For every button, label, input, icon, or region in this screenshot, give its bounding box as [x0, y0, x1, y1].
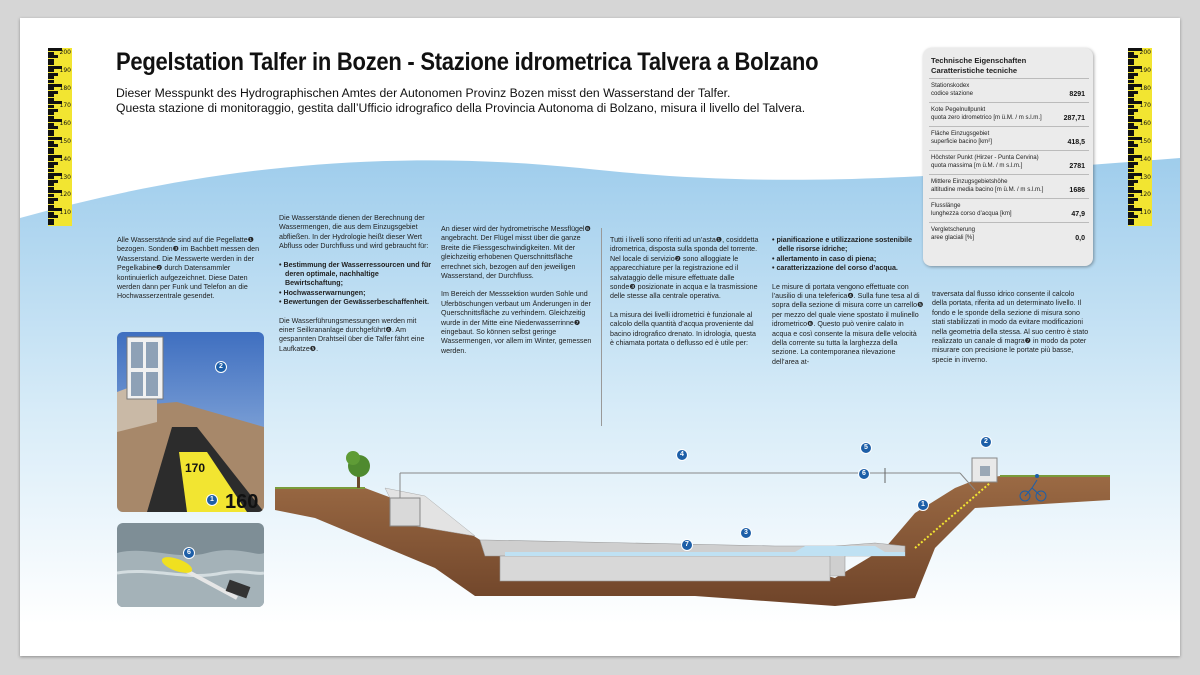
ruler-tick: [1128, 215, 1138, 218]
tech-row: [929, 198, 1089, 223]
ruler-tick: [1128, 123, 1134, 126]
ruler-tick: [1128, 176, 1134, 179]
ruler-tick: [48, 87, 54, 90]
ruler-tick: [48, 59, 54, 62]
ruler-tick: [48, 215, 58, 218]
ruler-label: 170: [59, 102, 71, 110]
ruler-tick: [1128, 112, 1134, 115]
paragraph: Le misure di portata vengono effettuate con l’ausilio di una teleferica❹. Sulla fune tesa al di sopra della sezione di misura corre un carrello❺ per mezzo del quale viene spostato il mulinello idrometrico❻. Questo può venire calato in acqua e così consente la misura delle velocità della corrente su tutta la larghezza della sezione. La contemporanea rilevazione dell’area at-: [772, 282, 924, 366]
ruler-tick: [1128, 98, 1134, 101]
ruler-tick: [1128, 116, 1134, 119]
badge-3: 3: [740, 527, 752, 539]
ruler-tick: [48, 98, 54, 101]
badge-2: 2: [980, 436, 992, 448]
ruler-label: 200: [59, 49, 71, 56]
badge-7: 7: [681, 539, 693, 551]
ruler-label: 130: [59, 173, 71, 181]
list-item: • caratterizzazione del corso d’acqua.: [772, 264, 898, 273]
text-column-5: [772, 236, 924, 376]
tech-label-de: Mittlere Einzugsgebietshöhe: [931, 178, 1008, 185]
badge-5: 5: [860, 442, 872, 454]
photo-gauge-label: 160: [225, 491, 259, 512]
ruler-tick: [1128, 169, 1134, 172]
ruler-label: 120: [59, 191, 71, 199]
ruler-label: 110: [59, 209, 71, 217]
ruler-label: 190: [1139, 66, 1151, 74]
tech-value: 47,9: [1071, 211, 1085, 218]
ruler-label: 150: [59, 138, 71, 145]
tech-row: [929, 150, 1089, 175]
tech-row: [929, 78, 1089, 103]
tech-label-it: quota massima [m ü.M. / m s.l.m.]: [931, 162, 1023, 170]
photo-gauge-staff: [117, 332, 264, 512]
paragraph: Alle Wasserstände sind auf die Pegellatte❶ bezogen. Sonden❸ im Bachbett messen den Wasserstand. Die Messwerte werden in der Pegelkabine❷ durch Datensammler kontinuierlich aufgezeichnet. Diese Daten werden dann per Funk und Telefon an die Hochwasserzentrale gesendet.: [117, 236, 260, 301]
paragraph: Die Wasserstände dienen der Berechnung der Wassermengen, die aus dem Einzugsgebiet abfließen. In der Hydrologie heißt dieser Wert Abfluss oder Durchfluss und wird gebraucht für:: [279, 214, 429, 251]
paragraph: Im Bereich der Messsektion wurden Sohle und Uferböschungen verbaut um Änderungen in der Querschnittsfläche zu verhindern. Gleichzeitig wurde in der Mitte eine Niederwasserrinne❼ eingebaut. So können selbst geringe Wassermengen, vor allem im Winter, gemessen werden.: [441, 290, 592, 355]
tech-row: [929, 222, 1089, 247]
tech-header: [931, 56, 1026, 75]
badge-6: 6: [183, 547, 195, 559]
ruler-tick: [48, 91, 58, 94]
list-item: • Bestimmung der Wasserressourcen und für deren optimale, nachhaltige Bewirtschaftung;: [279, 260, 432, 288]
ruler-tick: [48, 52, 54, 55]
tech-label-de: Flusslänge: [931, 202, 961, 209]
badge-6: 6: [858, 468, 870, 480]
ruler-tick: [1128, 148, 1134, 151]
ruler-label: 110: [1139, 209, 1151, 217]
tech-label-it: superficie bacino [km²]: [931, 138, 992, 146]
ruler-tick: [1128, 141, 1134, 144]
ruler-tick: [48, 144, 58, 147]
text-column-2: [279, 214, 431, 363]
paragraph: Die Wasserführungsmessungen werden mit einer Seilkrananlage durchgeführt❹. Am gespannten Drahtseil über die Talfer fährt eine Laufkatze❺.: [279, 316, 425, 353]
paragraph: Tutti i livelli sono riferiti ad un’asta❶, cosiddetta idrometrica, disposta sulla sponda del torrente. Nel locale di servizio❷ sono alloggiate le apparecchiature per la registrazione ed il salvataggio delle misure effettuate dalle sonde❸ posizionate in acqua e la trasmissione delle stesse alla centrale operativa.: [610, 236, 759, 301]
ruler-tick: [1128, 151, 1134, 154]
badge-1: 1: [917, 499, 929, 511]
tech-label-it: quota zero idrometrico [m ü.M. / m s.l.m.]: [931, 114, 1042, 122]
tech-row: [929, 102, 1089, 127]
ruler-tick: [1128, 183, 1134, 186]
ruler-tick: [1128, 144, 1138, 147]
ruler-tick: [1128, 187, 1134, 190]
ruler-tick: [1128, 194, 1134, 197]
tech-header-de: Technische Eigenschaften: [931, 56, 1027, 65]
ruler-label: 140: [59, 155, 71, 163]
tech-label-it: altitudine media bacino [m ü.M. / m s.l.m.]: [931, 186, 1044, 194]
ruler-tick: [48, 151, 54, 154]
ruler-tick: [1128, 201, 1134, 204]
cableway-anchor-block: [390, 498, 420, 526]
ruler-tick: [48, 123, 54, 126]
badge-2: 2: [215, 361, 227, 373]
tech-value: 8291: [1069, 91, 1085, 98]
ruler-tick: [48, 133, 54, 136]
ruler-tick: [1128, 130, 1134, 133]
ruler-tick: [1128, 91, 1138, 94]
ruler-tick: [48, 201, 54, 204]
ruler-tick: [48, 80, 54, 83]
ruler-tick: [48, 176, 54, 179]
ruler-tick: [48, 158, 54, 161]
list-item: • Hochwasserwarnungen;: [279, 288, 366, 297]
ruler-tick: [1128, 55, 1138, 58]
ruler-tick: [1128, 73, 1138, 76]
ruler-tick: [1128, 109, 1138, 112]
ruler-tick: [48, 141, 54, 144]
ruler-tick: [48, 205, 54, 208]
ruler-tick: [1128, 80, 1134, 83]
ruler-tick: [1128, 52, 1134, 55]
ruler-tick: [48, 187, 54, 190]
ruler-tick: [48, 212, 54, 215]
bullet-list: [279, 261, 431, 308]
ruler-tick: [48, 180, 58, 183]
paragraph: An dieser wird der hydrometrische Messflügel❻ angebracht. Der Flügel misst über die ganze Breite die Fliessgeschwindigkeiten. Mit der gleichzeitig erhobenen Querschnittsfläche errechnet sich, bezogen auf den jeweiligen Wasserstand, der Durchfluss.: [441, 225, 591, 281]
ruler-tick: [1128, 212, 1134, 215]
tech-value: 1686: [1069, 187, 1085, 194]
ruler-tick: [48, 105, 54, 108]
ruler-tick: [1128, 69, 1134, 72]
ruler-tick: [48, 219, 54, 222]
tech-label-de: Stationskodex: [931, 82, 970, 89]
tree-crown: [346, 451, 360, 465]
ruler-tick: [48, 94, 54, 97]
tech-label-it: lunghezza corso d’acqua [km]: [931, 210, 1012, 218]
ruler-tick: [48, 55, 58, 58]
ruler-label: 200: [1139, 49, 1151, 56]
badge-1: 1: [206, 494, 218, 506]
tech-value: 0,0: [1075, 235, 1085, 242]
tech-label-de: Fläche Einzugsgebiet: [931, 130, 990, 137]
list-item: • pianificazione e utilizzazione sostenibile delle risorse idriche;: [772, 236, 913, 254]
photo-current-meter: [117, 523, 264, 607]
ruler-tick: [48, 169, 54, 172]
ruler-tick: [48, 194, 54, 197]
text-column-4: [610, 236, 760, 357]
gauge-cabin-window: [980, 466, 990, 476]
tech-value: 2781: [1069, 163, 1085, 170]
ruler-tick: [48, 112, 54, 115]
tech-label-it: codice stazione: [931, 90, 974, 98]
ruler-tick: [48, 222, 54, 225]
tech-label-it: aree glaciali [%]: [931, 234, 975, 242]
page-title: Pegelstation Talfer in Bozen - Stazione idrometrica Talvera a Bolzano: [116, 48, 819, 76]
column-divider: [601, 228, 602, 426]
text-column-1: [117, 236, 265, 311]
badge-4: 4: [676, 449, 688, 461]
ruler-label: 180: [1139, 84, 1151, 92]
ruler-label: 160: [59, 120, 71, 128]
ruler-tick: [1128, 205, 1134, 208]
ruler-tick: [1128, 158, 1134, 161]
ruler-label: 140: [1139, 155, 1151, 163]
tech-label-de: Höchster Punkt (Hirzer - Punta Cervina): [931, 154, 1039, 161]
ruler-tick: [48, 162, 58, 165]
ruler-tick: [1128, 198, 1138, 201]
ruler-tick: [1128, 133, 1134, 136]
gauge-ruler-right: [1128, 48, 1152, 226]
ruler-tick: [48, 130, 54, 133]
tech-value: 418,5: [1067, 139, 1085, 146]
ruler-tick: [1128, 76, 1134, 79]
ruler-tick: [1128, 126, 1138, 129]
ruler-tick: [1128, 222, 1134, 225]
ruler-label: 180: [59, 84, 71, 92]
ruler-tick: [48, 198, 58, 201]
text-column-3: [441, 225, 593, 365]
list-item: • Bewertungen der Gewässerbeschaffenheit.: [279, 298, 429, 307]
tech-label-de: Kote Pegelnullpunkt: [931, 106, 986, 113]
list-item: • allertamento in caso di piena;: [772, 254, 877, 263]
ruler-label: 130: [1139, 173, 1151, 181]
ruler-tick: [48, 148, 54, 151]
ruler-label: 160: [1139, 120, 1151, 128]
paragraph: La misura dei livelli idrometrici è funzionale al calcolo della quantità d’acqua proveniente dal bacino idrografico drenato. In idrologia, questa è chiamata portata o deflusso ed è utile per:: [610, 310, 756, 348]
ruler-label: 120: [1139, 191, 1151, 199]
ruler-label: 150: [1139, 138, 1151, 145]
subtitle-it: Questa stazione di monitoraggio, gestita dall’Ufficio idrografico della Provincia Autonoma di Bolzano, misura il livello del Talvera.: [116, 100, 806, 115]
photo-current-meter-image: [117, 523, 264, 607]
ruler-tick: [48, 183, 54, 186]
ruler-tick: [48, 165, 54, 168]
ruler-tick: [48, 109, 58, 112]
tech-row: [929, 174, 1089, 199]
subtitle-de: Dieser Messpunkt des Hydrographischen Amtes der Autonomen Provinz Bozen misst den Wasserstand der Talfer.: [116, 86, 731, 100]
page-subtitle: [116, 86, 805, 115]
tech-value: 287,71: [1063, 115, 1085, 122]
ruler-tick: [1128, 162, 1138, 165]
ruler-tick: [1128, 165, 1134, 168]
gauge-ruler-left: [48, 48, 72, 226]
photo-gauge-staff-image: [117, 332, 264, 512]
ruler-tick: [1128, 59, 1134, 62]
ruler-tick: [1128, 219, 1134, 222]
ruler-tick: [48, 62, 54, 65]
ruler-label: 170: [1139, 102, 1151, 110]
ruler-label: 190: [59, 66, 71, 74]
text-column-6: [932, 290, 1090, 374]
tech-label-de: Vergletscherung: [931, 226, 976, 233]
ruler-tick: [1128, 62, 1134, 65]
ruler-tick: [1128, 87, 1134, 90]
ruler-tick: [1128, 94, 1134, 97]
ruler-tick: [1128, 105, 1134, 108]
photo-gauge-label: 170: [185, 461, 206, 475]
low-water-channel: [500, 556, 830, 581]
ruler-tick: [48, 116, 54, 119]
bullet-list: [772, 236, 924, 274]
tech-header-it: Caratteristiche tecniche: [931, 65, 1018, 75]
paragraph: traversata dal flusso idrico consente il calcolo della portata, riferita ad un determinato livello. Il fondo e le sponde della sezione di misura sono stati stabilizzati in modo da evitare modificazioni nella geometria della stessa. Al suo centro è stato realizzato un canale di magra❼ in modo da poter misurare con precisione le portate più basse, specie in inverno.: [932, 290, 1089, 364]
tech-row: [929, 126, 1089, 151]
ruler-tick: [1128, 180, 1138, 183]
ruler-tick: [48, 73, 58, 76]
technical-properties-box: [923, 48, 1093, 266]
ruler-tick: [48, 76, 54, 79]
poster-panel: [20, 18, 1180, 656]
ruler-tick: [48, 69, 54, 72]
river-cross-section-diagram: [275, 428, 1110, 618]
ruler-tick: [48, 126, 58, 129]
